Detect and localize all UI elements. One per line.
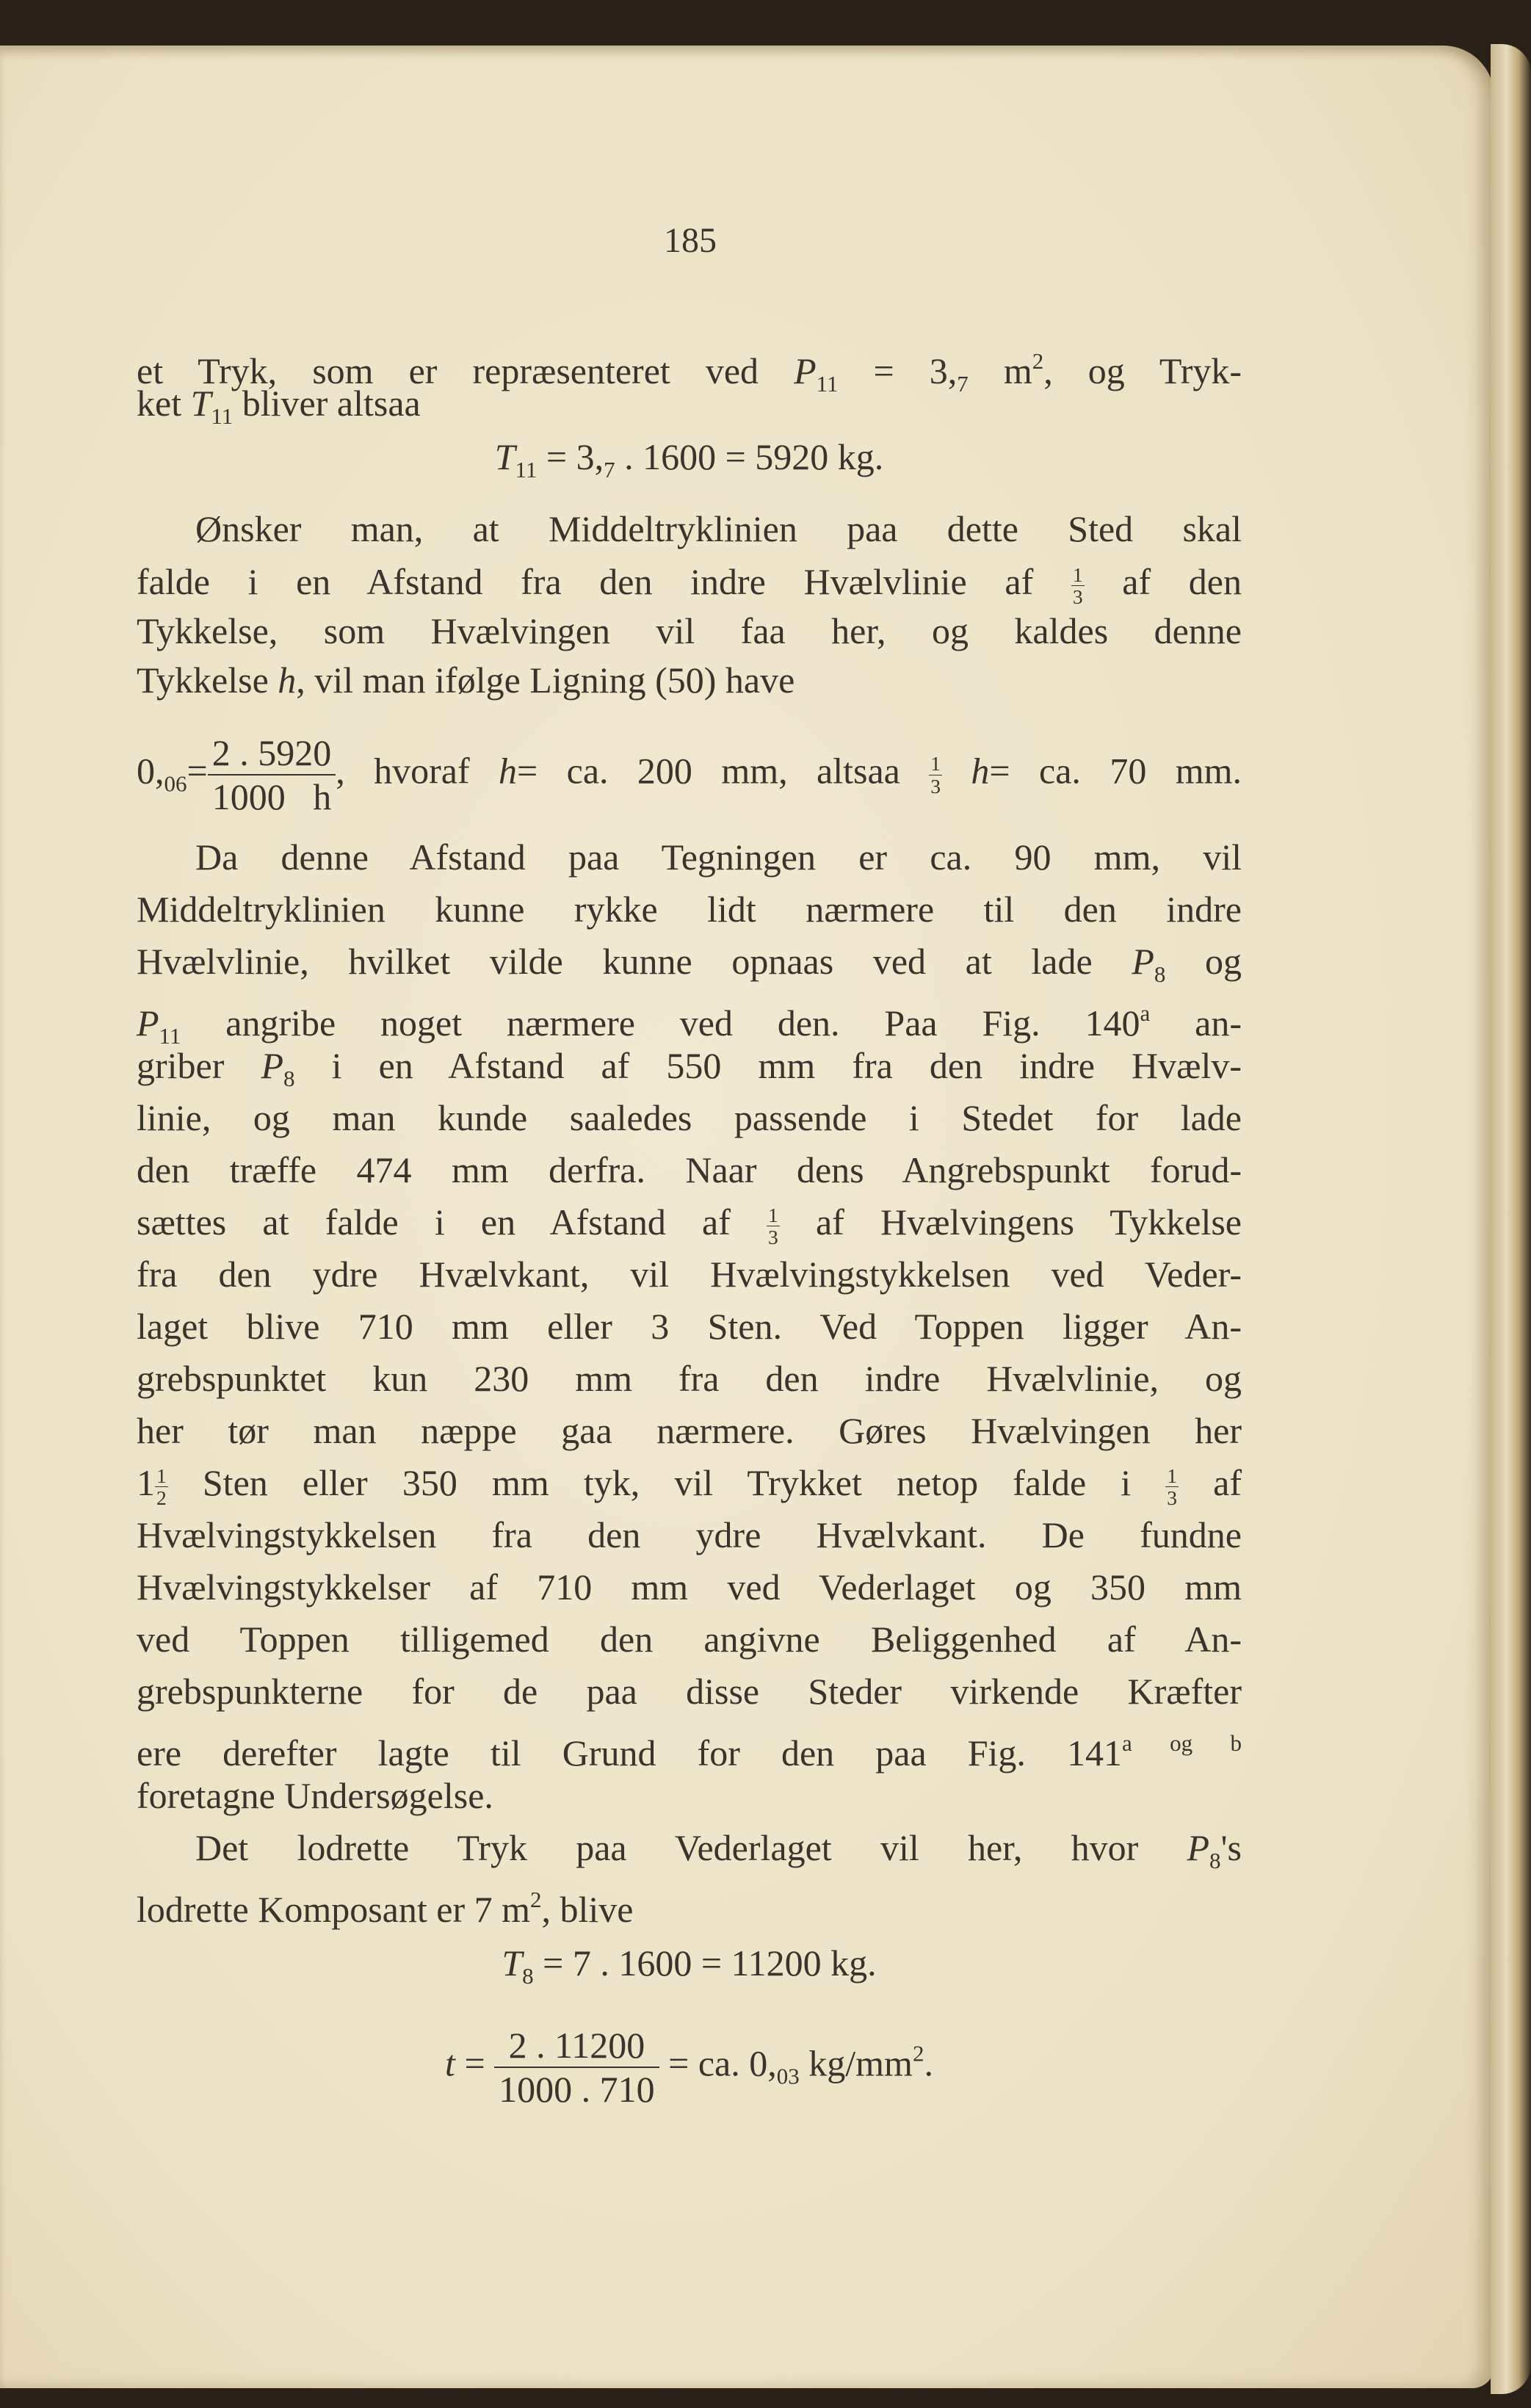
text-line (137, 1721, 1242, 1775)
text-run: m (968, 350, 1032, 392)
superscript: 2 (530, 1887, 542, 1912)
text-run: af Hvælvingens Tykkelse (779, 1201, 1242, 1243)
text-run: = ca. 0, (659, 2042, 777, 2084)
superscript: 2 (1032, 348, 1044, 374)
text-run: 's (1220, 1827, 1242, 1868)
text-run: i en Afstand af 550 mm fra den indre Hvælv- (294, 1045, 1242, 1086)
text-run: af den (1084, 561, 1242, 602)
text-run (942, 750, 971, 791)
text-run: , vil man ifølge Ligning (50) have (296, 659, 795, 701)
text-line (137, 658, 1242, 702)
fraction (155, 1466, 168, 1508)
text-line (137, 1565, 1242, 1609)
text-run: her tør man næppe gaa nærmere. Gøres Hvælvingen her (137, 1410, 1242, 1451)
subscript: 7 (957, 370, 969, 397)
page-edge (1491, 44, 1531, 2394)
text-line (137, 560, 1242, 607)
superscript: 2 (912, 2040, 924, 2067)
numerator: 2 . 5920 (208, 734, 336, 775)
text-run: griber (137, 1045, 261, 1086)
math-symbol: T (494, 436, 515, 477)
text-run: Tykkelse, som Hvælvingen vil faa her, og kaldes denne (137, 610, 1242, 651)
text-line (137, 1148, 1242, 1192)
superscript: a (1140, 1000, 1151, 1026)
text-run: lodrette Komposant er 7 m (137, 1889, 530, 1931)
text-run: , og Tryk- (1043, 350, 1242, 392)
text-run: laget blive 710 mm eller 3 Sten. Ved Toppen ligger An- (137, 1306, 1242, 1347)
text-run: Hvælvingstykkelser af 710 mm ved Vederlaget og 350 mm (137, 1566, 1242, 1608)
text-line (137, 1878, 1242, 1931)
subscript: 8 (1154, 961, 1166, 987)
text-run: bliver altsaa (233, 383, 421, 424)
subscript: 8 (522, 1962, 534, 1989)
text-run: an- (1150, 1002, 1242, 1044)
formula-line (137, 2027, 1242, 2108)
text-run: = 3, (537, 436, 604, 477)
text-line (137, 1617, 1242, 1661)
denominator: 3 (768, 1226, 778, 1249)
text-line (137, 734, 1242, 815)
text-line (137, 1513, 1242, 1557)
text-run: Sten eller 350 mm tyk, vil Trykket netop falde i (167, 1462, 1166, 1503)
text-run: Hvælvlinie, hvilket vilde kunne opnaas ved at lade (137, 941, 1132, 982)
text-run: . (924, 2042, 933, 2084)
text-line (137, 609, 1242, 653)
text-line (137, 887, 1242, 931)
math-symbol: T (502, 1942, 523, 1984)
math-symbol: h (278, 659, 297, 701)
text-run: linie, og man kunde saaledes passende i Stedet for lade (137, 1097, 1242, 1138)
fraction (494, 2027, 659, 2108)
numerator: 1 (768, 1203, 778, 1226)
text-run: = 7 . 1600 = 11200 kg. (533, 1942, 877, 1984)
text-run: 0, (137, 750, 164, 792)
text-line (137, 1200, 1242, 1248)
page-number: 185 (664, 221, 717, 260)
denominator: 1000 h (211, 776, 332, 817)
math-symbol: P (1187, 1827, 1210, 1868)
text-run: Hvælvingstykkelsen fra den ydre Hvælvkant. De fundne (137, 1514, 1242, 1555)
text-run: . 1600 = 5920 kg. (615, 436, 884, 477)
text-run: Middeltryklinien kunne rykke lidt nærmere til den indre (137, 889, 1242, 930)
text-run: , hvoraf (336, 750, 499, 792)
text-run: Det lodrette Tryk paa Vederlaget vil her, hvor (195, 1827, 1187, 1868)
subscript: 03 (776, 2063, 800, 2089)
text-run: ere derefter lagte til Grund for den paa Fig. 141 (137, 1732, 1123, 1774)
text-line (137, 507, 1242, 551)
denominator: 3 (1072, 585, 1083, 609)
text-run: = ca. 70 mm. (989, 750, 1242, 792)
text-run: fra den ydre Hvælvkant, vil Hvælvingstykkelsen ved Veder- (137, 1254, 1242, 1295)
text-run: et Tryk, som er repræsenteret ved (137, 350, 795, 392)
text-line (137, 1461, 1242, 1508)
text-line (137, 1096, 1242, 1140)
fraction (767, 1205, 780, 1248)
text-line (137, 1826, 1242, 1883)
text-run: ved Toppen tilligemed den angivne Beliggenhed af An- (137, 1619, 1242, 1660)
text-line (137, 1252, 1242, 1296)
denominator: 3 (1167, 1486, 1178, 1510)
text-line (137, 1669, 1242, 1713)
text-line (137, 1774, 1242, 1818)
fraction (1071, 565, 1085, 607)
math-symbol: T (190, 383, 211, 424)
text-line (137, 939, 1242, 997)
math-symbol: h (971, 750, 990, 792)
text-line (137, 835, 1242, 879)
text-run: den træffe 474 mm derfra. Naar dens Angrebspunkt forud- (137, 1149, 1242, 1190)
text-line (137, 381, 1242, 438)
text-run: af (1179, 1462, 1242, 1503)
text-run: kg/mm (799, 2042, 913, 2084)
superscript: a og b (1122, 1730, 1242, 1756)
subscript: 11 (211, 402, 234, 429)
math-symbol: h (499, 750, 518, 792)
text-run: Da denne Afstand paa Tegningen er ca. 90 mm, vil (195, 836, 1242, 878)
text-run: grebspunktet kun 230 mm fra den indre Hvælvlinie, og (137, 1358, 1242, 1399)
text-run: = (187, 750, 208, 792)
text-run: Ønsker man, at Middeltryklinien paa dette Sted skal (195, 508, 1242, 549)
subscript: 8 (283, 1065, 295, 1091)
text-line (137, 1409, 1242, 1453)
text-run: 1 (137, 1462, 155, 1503)
numerator: 1 (930, 752, 941, 775)
text-run: sættes at falde i en Afstand af (137, 1201, 767, 1243)
text-run: angribe noget nærmere ved den. Paa Fig. 140 (181, 1002, 1140, 1044)
text-line (137, 1304, 1242, 1348)
text-line (137, 1356, 1242, 1400)
math-symbol: P (1132, 941, 1154, 982)
text-run: og (1165, 941, 1242, 982)
text-line (137, 1044, 1242, 1101)
text-run: = 3, (838, 350, 958, 392)
subscript: 11 (515, 456, 538, 482)
subscript: 11 (159, 1022, 181, 1049)
subscript: 8 (1209, 1847, 1221, 1873)
formula-line (137, 1941, 1242, 1998)
text-run: Tykkelse (137, 659, 278, 701)
text-run: , blive (541, 1889, 634, 1931)
formula-line (137, 435, 1242, 492)
subscript: 06 (164, 770, 187, 797)
text-run: = (455, 2042, 495, 2084)
text-run: foretagne Undersøgelse. (137, 1775, 493, 1816)
math-symbol: t (445, 2042, 455, 2084)
denominator: 2 (156, 1486, 167, 1510)
fraction (1165, 1466, 1179, 1508)
math-symbol: P (261, 1045, 284, 1086)
math-symbol: P (794, 350, 817, 392)
numerator: 2 . 11200 (494, 2027, 659, 2068)
numerator: 1 (156, 1464, 167, 1487)
math-symbol: P (137, 1002, 159, 1044)
subscript: 7 (604, 456, 615, 482)
numerator: 1 (1167, 1464, 1178, 1487)
text-run: ket (137, 383, 191, 424)
denominator: 3 (930, 774, 941, 798)
fraction (929, 753, 942, 796)
numerator: 1 (1072, 563, 1083, 586)
text-run: grebspunkterne for de paa disse Steder virkende Kræfter (137, 1671, 1242, 1712)
text-run: falde i en Afstand fra den indre Hvælvlinie af (137, 561, 1071, 602)
fraction (208, 734, 336, 815)
subscript: 11 (816, 370, 839, 397)
text-run: = ca. 200 mm, altsaa (517, 750, 930, 792)
denominator: 1000 . 710 (499, 2069, 655, 2110)
